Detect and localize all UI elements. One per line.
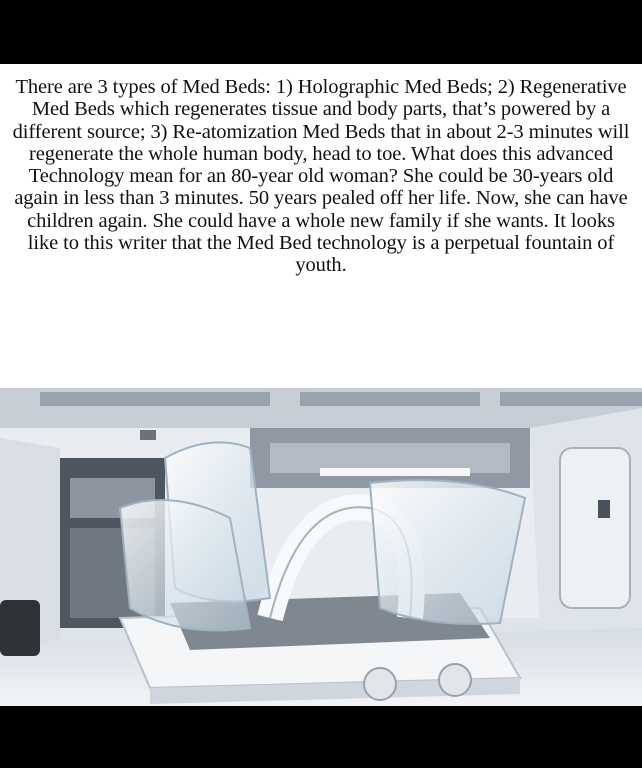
floor-device <box>0 600 40 656</box>
caption-text: There are 3 types of Med Beds: 1) Holographic Med Beds; 2) Regenerative Med Beds which regenerates tissue and body parts, that’s powered by a different source; 3) Re-atomization Med Beds that in about 2-3 minutes will regenerate the whole human body, head to toe. What does this advanced Technology mean for an 80-year old woman? She could be 30-years old again in less than 3 minutes. 50 years pealed off her life. Now, she can have children again. She could have a whole new family if she wants. It looks like to this writer that the Med Bed technology is a perpetual fountain of youth. <box>12 76 630 277</box>
glass-canopy-right <box>370 480 525 624</box>
ceiling-panel <box>300 392 480 406</box>
bottom-letterbox-bar <box>0 706 642 768</box>
med-bed-photo <box>0 388 642 706</box>
door-control <box>598 500 610 518</box>
right-door-panel <box>560 448 630 608</box>
top-letterbox-bar <box>0 0 642 64</box>
ceiling-panel <box>40 392 270 406</box>
bed-wheel <box>364 668 396 700</box>
caption-panel <box>0 64 642 388</box>
wall-indicator <box>140 430 156 440</box>
ceiling-panel <box>500 392 642 406</box>
med-bed-illustration <box>0 388 642 706</box>
bed-wheel <box>439 664 471 696</box>
glass-canopy-lower <box>120 500 250 631</box>
wall-light <box>320 468 470 476</box>
